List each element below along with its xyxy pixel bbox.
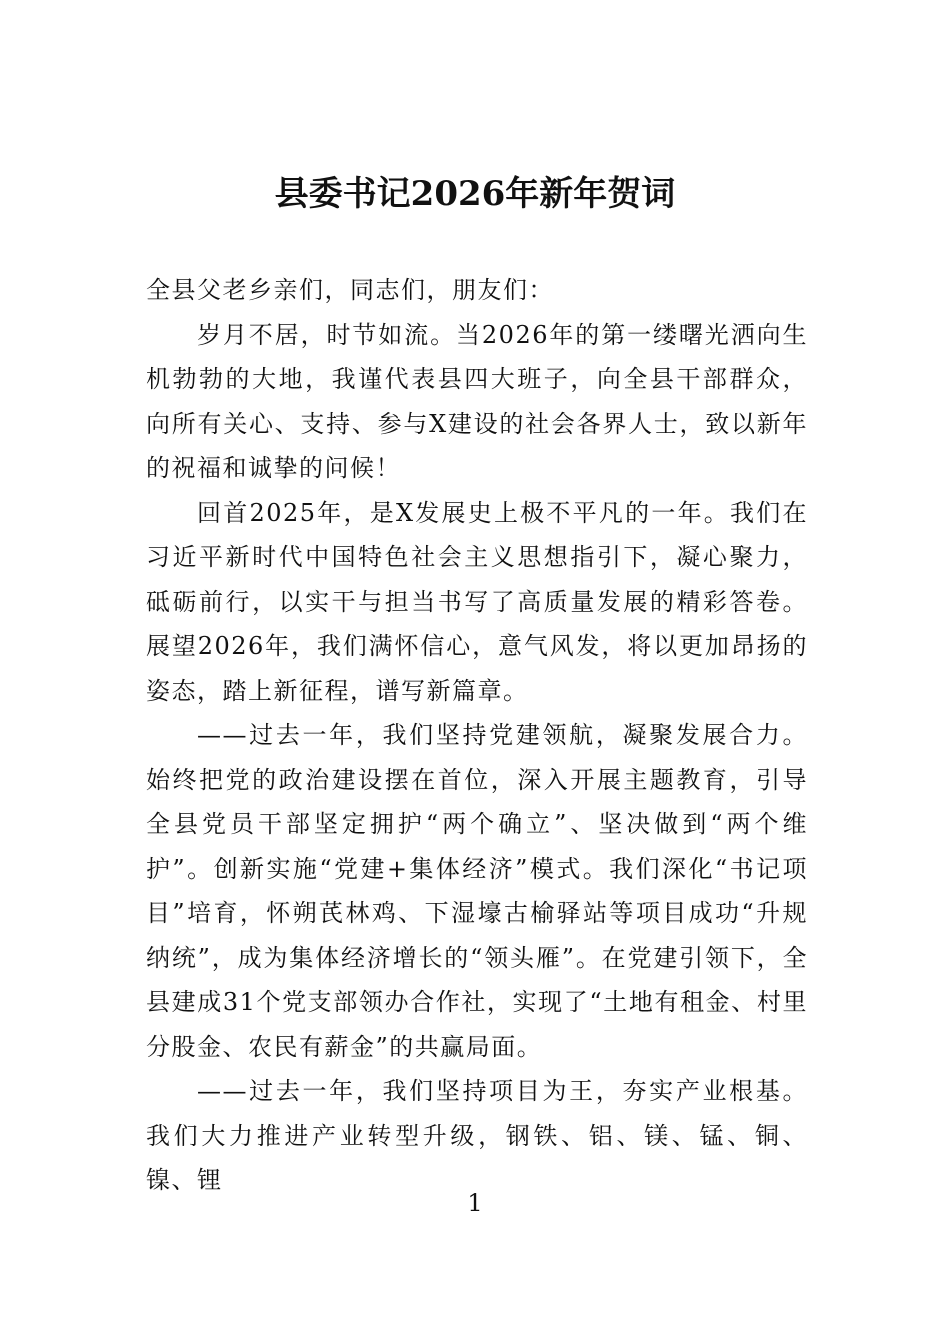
document-title: 县委书记2026年新年贺词 [274,174,676,214]
page-number: 1 [467,1189,483,1217]
paragraph-party-building: ——过去一年，我们坚持党建领航，凝聚发展合力。始终把党的政治建设摆在首位，深入开展主题教育，引导全县党员干部坚定拥护“两个确立”、坚决做到“两个维护”。创新实施“党建+集体经济”模式。我们深化“书记项目”培育，怀朔芪林鸡、下湿壕古榆驿站等项目成功“升规纳统”，成为集体经济增长的“领头雁”。在党建引领下，全县建成31个党支部领办合作社，实现了“土地有租金、村里分股金、农民有薪金”的共赢局面。 [146,721,808,1061]
paragraph-greeting: 岁月不居，时节如流。当2026年的第一缕曙光洒向生机勃勃的大地，我谨代表县四大班子，向全县干部群众，向所有关心、支持、参与X建设的社会各界人士，致以新年的祝福和诚挚的问候！ [146,320,808,482]
document-body [146,268,808,1203]
paragraph-projects: ——过去一年，我们坚持项目为王，夯实产业根基。我们大力推进产业转型升级，钢铁、铝、镁、锰、铜、镍、锂 [146,1077,808,1194]
salutation: 全县父老乡亲们，同志们，朋友们： [146,276,554,304]
paragraph-review: 回首2025年，是X发展史上极不平凡的一年。我们在习近平新时代中国特色社会主义思想指引下，凝心聚力，砥砺前行，以实干与担当书写了高质量发展的精彩答卷。展望2026年，我们满怀信心，意气风发，将以更加昂扬的姿态，踏上新征程，谱写新篇章。 [146,498,808,705]
